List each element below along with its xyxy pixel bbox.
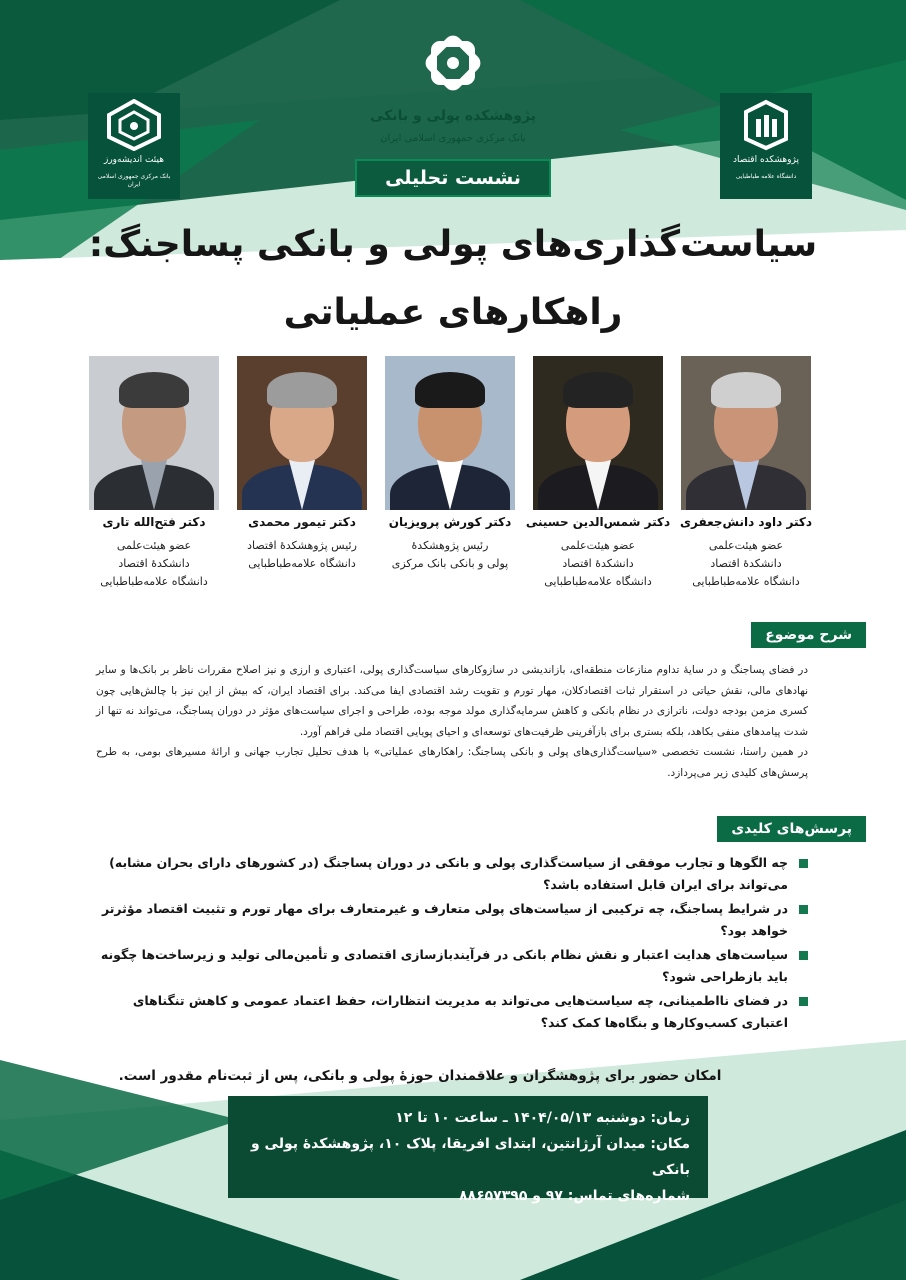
speaker-photo-parvizian [385, 356, 515, 510]
speaker-caption-tari [79, 515, 229, 591]
speaker-photo-daneshjafari [681, 356, 811, 510]
speaker-role-line: دانشگاه علامه‌طباطبایی [248, 557, 356, 570]
event-title-line1: سیاست‌گذاری‌های پولی و بانکی پساجنگ: [88, 224, 818, 265]
hexagon-emblem-icon [104, 99, 164, 151]
questions-list [92, 852, 808, 1036]
event-info-box [228, 1096, 708, 1204]
speaker-name: دکتر فتح‌الله تاری [102, 515, 206, 529]
description-paragraph: در فضای پساجنگ و در سایهٔ تداوم منازعات منطقه‌ای، بازاندیشی در سازوکارهای سیاست‌گذاری پولی، اعتباری و ارزی و نیز اصلاح مقررات ناظر بر بانک‌ها و سایر نهادهای مالی، نقش حیاتی در استقرار ثبات اقتصادکلان، مهار تورم و تقویت رشد اقتصادی ایفا می‌کند. برای اقتصاد ایران، که بیش از این نیز با چالش‌هایی چون کسری مزمن بودجه دولت، ناترازی در نظام بانکی و کاهش سرمایه‌گذاری مولد موجه بوده، طراحی و اجرای سیاست‌های مؤثر در دوران پساجنگ، می‌تواند نه تنها از شدت پیامدهای منفی بکاهد، بلکه بستری برای بازآفرینی ظرفیت‌های توسعه‌ای و احیای پویایی اقتصاد ملی فراهم آورد. [96, 664, 808, 738]
speaker-role-line: عضو هیئت‌علمی [708, 539, 784, 552]
speaker-role-line: دانشگاه علامه‌طباطبایی [692, 575, 800, 588]
right-logo-line1: پژوهشکده اقتصاد [733, 155, 799, 165]
star-knot-icon [420, 30, 486, 96]
speaker-caption-mohammadi [227, 515, 377, 573]
bullet-square-icon [799, 905, 808, 914]
question-text: سیاست‌های هدایت اعتبار و نقش نظام بانکی در فرآیندبازسازی اقتصادی و تأمین‌مالی تولید و زیرساخت‌ها چگونه باید بازطراحی شود؟ [100, 947, 788, 984]
bullet-square-icon [799, 859, 808, 868]
description-heading: شرح موضوع [751, 622, 866, 648]
speaker-photo-tari [89, 356, 219, 510]
question-item [92, 990, 808, 1034]
speaker-role-line: دانشکدهٔ اقتصاد [710, 557, 782, 570]
question-text: در شرایط پساجنگ، چه ترکیبی از سیاست‌های پولی متعارف و غیرمتعارف برای مهار تورم و تثبیت اقتصاد مؤثرتر خواهد بود؟ [101, 901, 788, 938]
speaker-photo-hosseini [533, 356, 663, 510]
speaker-role-line: پولی و بانکی بانک مرکزی [391, 557, 509, 570]
event-place: مکان: میدان آرژانتین، ابتدای افریقا، پلاک ۱۰، پژوهشکدهٔ پولی و بانکی [250, 1136, 690, 1178]
speaker-role-line: دانشکدهٔ اقتصاد [118, 557, 190, 570]
right-logo [720, 93, 812, 199]
left-logo-line1: هیئت اندیشه‌ورز [103, 155, 164, 165]
speaker-caption-daneshjafari [671, 515, 821, 591]
speaker-name: دکتر شمس‌الدین حسینی [525, 515, 671, 529]
speaker-role-line: دانشگاه علامه‌طباطبایی [100, 575, 208, 588]
questions-heading: پرسش‌های کلیدی [717, 816, 866, 842]
speaker-role [523, 537, 673, 591]
speaker-caption-hosseini [523, 515, 673, 591]
registration-note: امکان حضور برای پژوهشگران و علاقمندان حوزهٔ پولی و بانکی، پس از ثبت‌نام مقدور است. [118, 1068, 722, 1084]
speaker-role-line: رئیس پژوهشکدهٔ اقتصاد [247, 539, 357, 552]
event-time: زمان: دوشنبه ۱۴۰۴/۰۵/۱۳ ـ ساعت ۱۰ تا ۱۲ [395, 1110, 690, 1126]
question-text: چه الگوها و تجارب موفقی از سیاست‌گذاری پولی و بانکی در دوران پساجنگ (در کشورهای دارای بحران مشابه) می‌تواند برای ایران قابل استفاده باشد؟ [109, 855, 788, 892]
speaker-role-line: دانشگاه علامه‌طباطبایی [544, 575, 652, 588]
left-logo [88, 93, 180, 199]
speaker-name: دکتر تیمور محمدی [248, 515, 356, 529]
description-body [96, 660, 808, 783]
speaker-role-line: عضو هیئت‌علمی [560, 539, 636, 552]
speaker-name: دکتر کورش پرویزیان [388, 515, 512, 529]
speaker-role [227, 537, 377, 573]
event-title-line2: راهکارهای عملیاتی [283, 292, 623, 333]
speaker-photo-mohammadi [237, 356, 367, 510]
speaker-role [671, 537, 821, 591]
speaker-role-line: رئیس پژوهشکدهٔ [411, 539, 489, 552]
question-item [92, 944, 808, 988]
right-logo-line2: دانشگاه علامه طباطبایی [735, 173, 797, 180]
description-paragraph: در همین راستا، نشست تخصصی «سیاست‌گذاری‌های پولی و بانکی پساجنگ: راهکارهای عملیاتی» با هدف تحلیل تجارب جهانی و ارائهٔ مسیرهای بومی، به طرح پرسش‌های کلیدی زیر می‌پردازد. [96, 746, 808, 779]
speaker-role [79, 537, 229, 591]
question-item [92, 852, 808, 896]
speaker-role-line: دانشکدهٔ اقتصاد [562, 557, 634, 570]
session-type-badge: نشست تحلیلی [355, 159, 551, 197]
question-item [92, 898, 808, 942]
event-phone: شماره‌های تماس: ۹۷ و ۸۸۶۵۷۳۹۵ [459, 1188, 690, 1204]
speaker-role-line: عضو هیئت‌علمی [116, 539, 192, 552]
bullet-square-icon [799, 997, 808, 1006]
speaker-name: دکتر داود دانش‌جعفری [679, 515, 812, 529]
organization-name: پژوهشکده پولی و بانکی [370, 108, 536, 124]
question-text: در فضای نااطمینانی، چه سیاست‌هایی می‌تواند به مدیریت انتظارات، حفظ اعتماد عمومی و کاهش تنگناهای اعتباری کسب‌وکارها و بنگاه‌ها کمک کند؟ [132, 993, 788, 1030]
building-emblem-icon [736, 99, 796, 151]
speaker-caption-parvizian [375, 515, 525, 573]
speaker-role [375, 537, 525, 573]
organization-subtitle: بانک مرکزی جمهوری اسلامی ایران [380, 133, 526, 144]
left-logo-line2: بانک مرکزی جمهوری اسلامی ایران [97, 173, 171, 188]
bullet-square-icon [799, 951, 808, 960]
